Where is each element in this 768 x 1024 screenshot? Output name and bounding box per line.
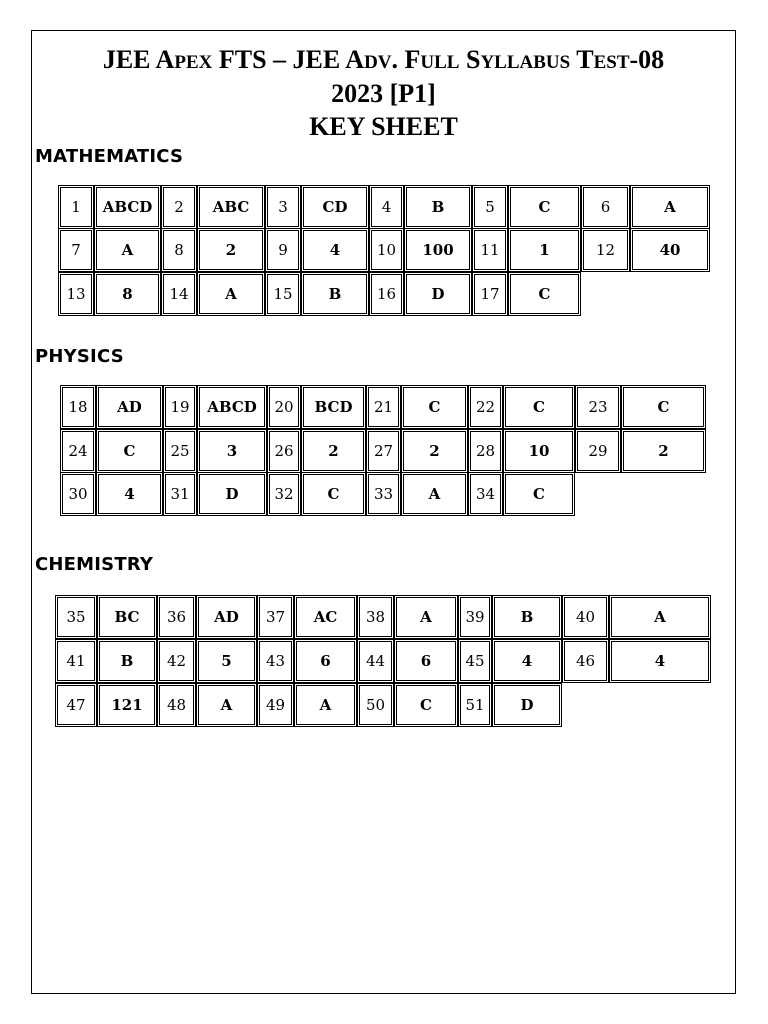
answer-cell: C [394, 683, 458, 727]
question-number-cell: 34 [468, 472, 503, 516]
answer-cell: ABC [197, 185, 265, 229]
answer-cell: B [404, 185, 472, 229]
question-number-cell: 46 [562, 639, 609, 683]
question-number-cell: 47 [55, 683, 97, 727]
question-number-cell: 17 [472, 272, 508, 316]
answer-cell: A [294, 683, 357, 727]
answer-cell: 8 [94, 272, 161, 316]
question-number-cell: 49 [257, 683, 294, 727]
question-number-cell: 43 [257, 639, 294, 683]
answer-cell: A [94, 228, 161, 272]
title-line-1: JEE APEX FTS – JEE ADV. FULL SYLLABUS TEST-08 [102, 45, 665, 74]
answer-cell: D [492, 683, 562, 727]
answer-cell: C [508, 185, 581, 229]
answer-cell: BCD [301, 385, 366, 429]
answer-cell: A [197, 272, 265, 316]
answer-cell: C [301, 472, 366, 516]
question-number-cell: 42 [157, 639, 196, 683]
question-number-cell: 29 [575, 429, 621, 473]
answer-cell: C [503, 385, 575, 429]
answer-cell: ABCD [94, 185, 161, 229]
answer-cell: D [404, 272, 472, 316]
answer-cell: 5 [196, 639, 257, 683]
answer-cell: C [508, 272, 581, 316]
title-line-2: 2023 [P1] [331, 79, 436, 108]
answer-cell: 3 [197, 429, 267, 473]
answer-cell: A [196, 683, 257, 727]
answer-cell: C [503, 472, 575, 516]
question-number-cell: 27 [366, 429, 401, 473]
answer-cell: C [401, 385, 468, 429]
answer-cell: ABCD [197, 385, 267, 429]
answer-cell: 121 [97, 683, 157, 727]
question-number-cell: 50 [357, 683, 394, 727]
answer-cell: B [301, 272, 369, 316]
question-number-cell: 1 [58, 185, 94, 229]
question-number-cell: 7 [58, 228, 94, 272]
question-number-cell: 5 [472, 185, 508, 229]
answer-cell: C [621, 385, 706, 429]
question-number-cell: 11 [472, 228, 508, 272]
answer-cell: 4 [609, 639, 711, 683]
question-number-cell: 15 [265, 272, 301, 316]
question-number-cell: 30 [60, 472, 96, 516]
section-heading-physics: PHYSICS [35, 346, 124, 367]
answer-cell: AC [294, 595, 357, 639]
question-number-cell: 9 [265, 228, 301, 272]
answer-cell: 10 [503, 429, 575, 473]
answer-cell: 1 [508, 228, 581, 272]
question-number-cell: 36 [157, 595, 196, 639]
answer-cell: 6 [394, 639, 458, 683]
answer-cell: A [394, 595, 458, 639]
question-number-cell: 35 [55, 595, 97, 639]
question-number-cell: 3 [265, 185, 301, 229]
question-number-cell: 8 [161, 228, 197, 272]
answer-cell: 4 [301, 228, 369, 272]
question-number-cell: 37 [257, 595, 294, 639]
answer-cell: A [401, 472, 468, 516]
answer-cell: 40 [630, 228, 710, 272]
question-number-cell: 6 [581, 185, 630, 229]
question-number-cell: 31 [163, 472, 197, 516]
question-number-cell: 33 [366, 472, 401, 516]
question-number-cell: 14 [161, 272, 197, 316]
question-number-cell: 18 [60, 385, 96, 429]
question-number-cell: 51 [458, 683, 492, 727]
answer-cell: 4 [492, 639, 562, 683]
answer-cell: 2 [621, 429, 706, 473]
question-number-cell: 4 [369, 185, 404, 229]
question-number-cell: 2 [161, 185, 197, 229]
question-number-cell: 22 [468, 385, 503, 429]
answer-cell: 2 [197, 228, 265, 272]
question-number-cell: 10 [369, 228, 404, 272]
question-number-cell: 25 [163, 429, 197, 473]
question-number-cell: 44 [357, 639, 394, 683]
question-number-cell: 32 [267, 472, 301, 516]
question-number-cell: 13 [58, 272, 94, 316]
answer-cell: B [492, 595, 562, 639]
answer-cell: AD [196, 595, 257, 639]
question-number-cell: 24 [60, 429, 96, 473]
section-heading-chemistry: CHEMISTRY [35, 554, 154, 575]
section-heading-mathematics: MATHEMATICS [35, 146, 184, 167]
answer-cell: A [630, 185, 710, 229]
answer-cell: CD [301, 185, 369, 229]
answer-cell: A [609, 595, 711, 639]
question-number-cell: 39 [458, 595, 492, 639]
answer-cell: AD [96, 385, 163, 429]
answer-cell: BC [97, 595, 157, 639]
question-number-cell: 23 [575, 385, 621, 429]
question-number-cell: 26 [267, 429, 301, 473]
answer-cell: 2 [301, 429, 366, 473]
question-number-cell: 19 [163, 385, 197, 429]
question-number-cell: 12 [581, 228, 630, 272]
question-number-cell: 38 [357, 595, 394, 639]
question-number-cell: 20 [267, 385, 301, 429]
question-number-cell: 40 [562, 595, 609, 639]
question-number-cell: 21 [366, 385, 401, 429]
answer-cell: 4 [96, 472, 163, 516]
question-number-cell: 48 [157, 683, 196, 727]
key-sheet-title: KEY SHEET [309, 112, 458, 141]
question-number-cell: 41 [55, 639, 97, 683]
question-number-cell: 16 [369, 272, 404, 316]
answer-cell: 2 [401, 429, 468, 473]
answer-cell: B [97, 639, 157, 683]
answer-cell: 100 [404, 228, 472, 272]
question-number-cell: 28 [468, 429, 503, 473]
answer-cell: 6 [294, 639, 357, 683]
answer-cell: C [96, 429, 163, 473]
answer-cell: D [197, 472, 267, 516]
question-number-cell: 45 [458, 639, 492, 683]
